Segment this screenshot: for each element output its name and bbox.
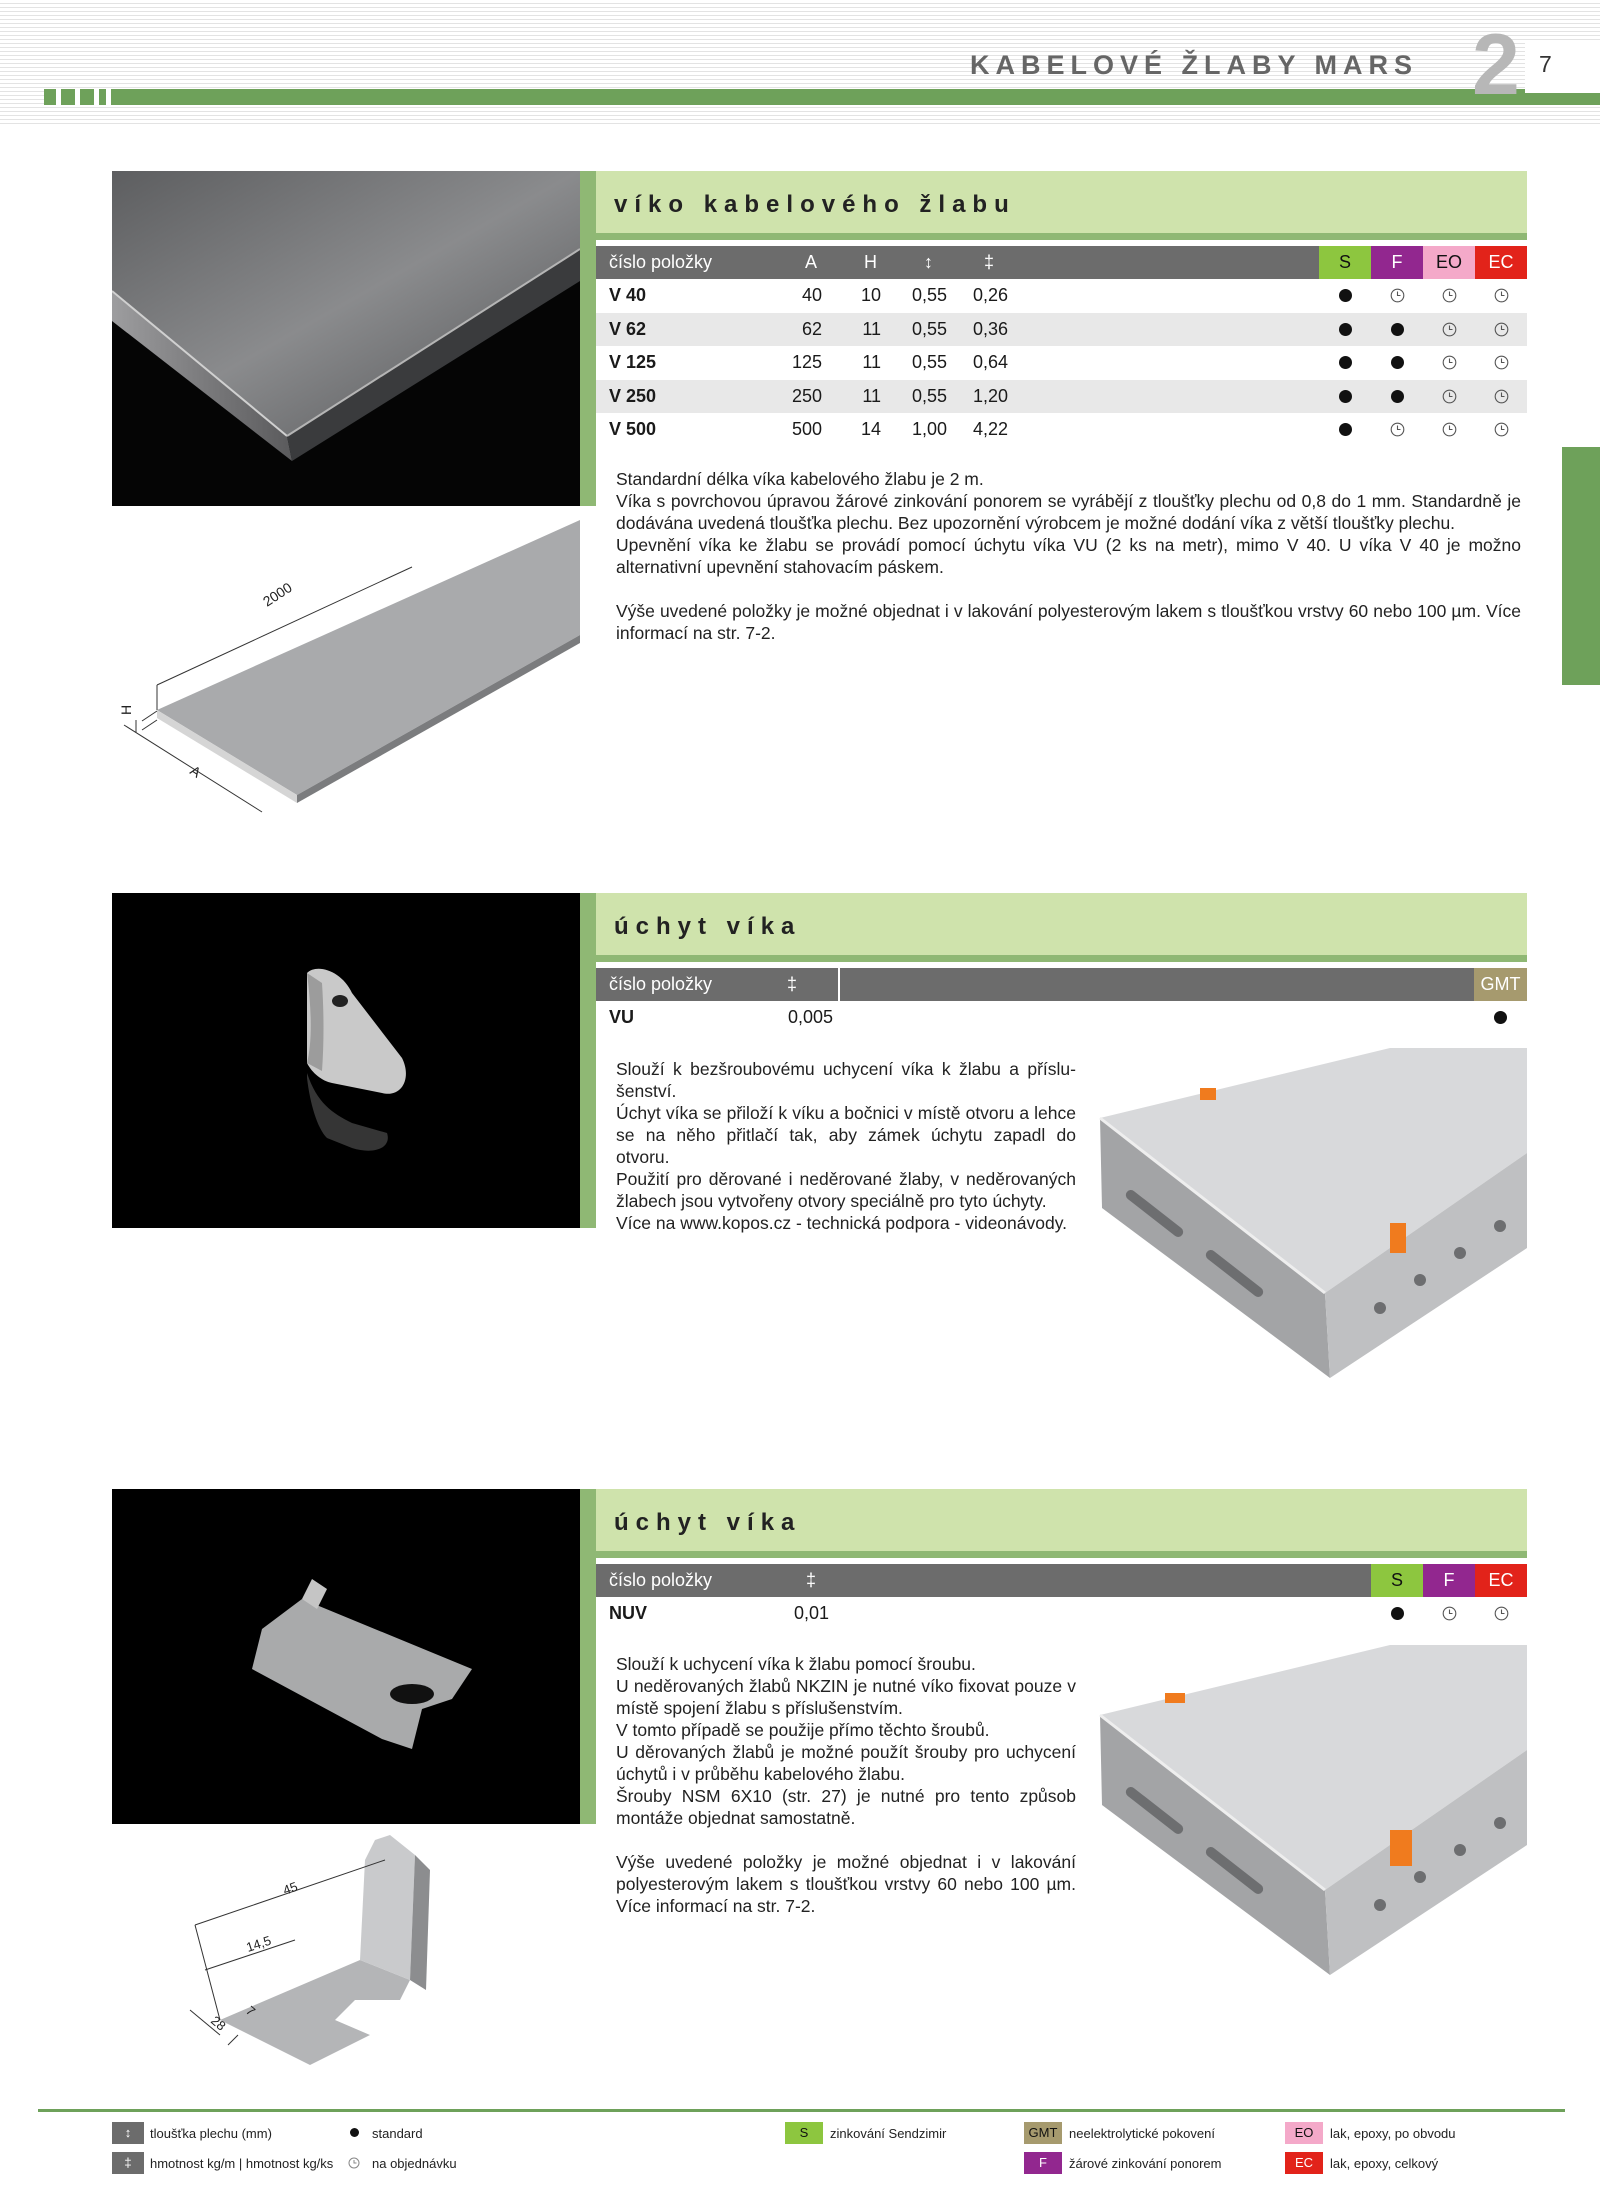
section-title: úchyt víka [614, 1509, 802, 1536]
section-title-band [596, 893, 1527, 962]
finish-badge-f: F [1371, 246, 1423, 279]
finish-badge-eo: EO [1285, 2122, 1323, 2144]
cell-thickness: 1,00 [912, 419, 948, 439]
desc-para: V tomto případě se použije přímo těchto šroubů. [616, 1720, 990, 1740]
finish-badge-eo: EO [1423, 246, 1475, 279]
legend-label: standard [372, 2126, 423, 2141]
table-row [596, 346, 1527, 379]
desc-para: Úchyt víka se přiloží k víku a bočnici v místě otvoru a lehce se na něho přitlačí tak, aby zámek úchytu zapadl do otvoru. [616, 1103, 1076, 1167]
standard-dot-icon [1339, 390, 1352, 403]
legend-label: tloušťka plechu (mm) [150, 2126, 272, 2141]
finish-badge-ec: EC [1475, 1564, 1527, 1597]
cell-weight: 0,01 [794, 1603, 830, 1623]
page-title: KABELOVÉ ŽLABY MARS [969, 50, 1418, 80]
section-divider-bar [580, 893, 596, 1228]
header-bar-gap [106, 89, 111, 105]
on-order-clock-icon [1390, 421, 1405, 436]
table-header [596, 246, 1527, 279]
on-order-clock-icon [1442, 321, 1457, 336]
chapter-side-tab [1562, 447, 1600, 685]
dim-length-label: 2000 [259, 579, 295, 610]
cell-h: 11 [862, 318, 881, 339]
on-order-clock-icon [1494, 421, 1509, 436]
cell-a: 62 [801, 318, 822, 339]
legend-label: na objednávku [372, 2156, 457, 2171]
legend-divider [38, 2109, 1565, 2112]
desc-para: Výše uvedené položky je možné objednat i v lakování polyesterovým lakem s tloušťkou vrstvy 60 nebo 100 µm. Více informací na str. 7-2. [616, 1852, 1076, 1916]
item-code: V 250 [609, 385, 657, 406]
desc-para [616, 578, 1521, 600]
col-weight: ‡ [984, 252, 995, 272]
finish-badge-ec: EC [1475, 246, 1527, 279]
standard-dot-icon [1339, 289, 1352, 302]
clock-icon [348, 2157, 360, 2169]
cell-a: 250 [791, 385, 822, 406]
desc-para: Slouží k uchycení víka k žlabu pomocí šroubu. [616, 1654, 976, 1674]
finish-badge-s: S [1371, 1564, 1423, 1597]
standard-dot-icon [1494, 1011, 1507, 1024]
standard-dot-icon [1391, 323, 1404, 336]
finish-badge-f: F [1423, 1564, 1475, 1597]
on-order-clock-icon [1494, 388, 1509, 403]
table-header [596, 1564, 1527, 1597]
clip-marker [1165, 1693, 1185, 1703]
desc-para: Víka s povrchovou úpravou žárové zinkování ponorem se vyrábějí z tloušťky plechu od 0,8 do 1 mm. Standardně je dodávána uvedená tloušťka plechu. Bez upozornění výrobcem je možné dodání víka z větší tloušťky plechu. [616, 491, 1521, 533]
table-row [596, 313, 1527, 346]
cell-weight: 4,22 [973, 419, 1009, 439]
desc-para: Šrouby NSM 6X10 (str. 27) je nutné pro tento způsob montáže objednat samostatně. [616, 1786, 1076, 1828]
dim-45-label: 45 [280, 1878, 300, 1898]
legend-label: zinkování Sendzimir [830, 2126, 947, 2141]
clip-marker [1390, 1830, 1412, 1866]
tray-with-clips-illustration [1090, 1048, 1527, 1388]
table-row [596, 1001, 1527, 1034]
finish-badge-s: S [1319, 246, 1371, 279]
finish-badge-s: S [785, 2122, 823, 2144]
weight-icon: ‡ [112, 2152, 144, 2174]
on-order-clock-icon [1442, 421, 1457, 436]
on-order-clock-icon [1494, 354, 1509, 369]
section-title-band [596, 171, 1527, 240]
desc-para [616, 1829, 1076, 1851]
finish-badge-gmt: GMT [1474, 968, 1527, 1001]
standard-dot-icon [1391, 1607, 1404, 1620]
table-row [596, 1597, 1527, 1630]
header-bar [44, 89, 1600, 105]
cell-weight: 1,20 [973, 385, 1009, 406]
dim-14-5-label: 14,5 [244, 1932, 274, 1955]
clip-nuv-description [616, 1653, 1076, 1917]
desc-para: Upevnění víka ke žlabu se provádí pomocí úchytu víka VU (2 ks na metr), mimo V 40. U víka V 40 je možno alternativní upevnění stahovacím páskem. [616, 535, 1521, 577]
header-bar-gap [56, 89, 61, 105]
item-code: V 125 [609, 352, 657, 372]
cell-weight: 0,36 [973, 318, 1009, 339]
table-row [596, 413, 1527, 446]
standard-dot-icon [1339, 423, 1352, 436]
page-number: 7 [1539, 51, 1552, 77]
standard-dot-icon [1391, 356, 1404, 369]
item-code: V 62 [609, 318, 647, 339]
table-row [596, 380, 1527, 413]
lid-drawing [112, 515, 582, 825]
legend-label: hmotnost kg/m | hmotnost kg/ks [150, 2156, 334, 2171]
legend-label: žárové zinkování ponorem [1069, 2156, 1222, 2171]
header-bar-gap [94, 89, 99, 105]
on-order-clock-icon [1442, 354, 1457, 369]
on-order-clock-icon [1442, 388, 1457, 403]
col-h: H [864, 252, 877, 272]
chapter-number: 2 [1472, 17, 1520, 113]
desc-para: Více na www.kopos.cz - technická podpora - videonávody. [616, 1213, 1068, 1233]
cell-h: 14 [860, 419, 881, 439]
col-weight: ‡ [806, 1570, 817, 1590]
cell-thickness: 0,55 [912, 352, 948, 372]
desc-para: U děrovaných žlabů je možné použít šrouby pro uchycení úchytů i v průběhu kabelového žlabu. [616, 1742, 1076, 1784]
standard-dot-icon [1339, 356, 1352, 369]
dim-7-label: 7 [243, 2002, 259, 2019]
cell-h: 10 [860, 285, 881, 305]
desc-para: Slouží k bezšroubovému uchycení víka k žlabu a příslu-šenství. [616, 1059, 1076, 1101]
legend-label: lak, epoxy, celkový [1330, 2156, 1439, 2171]
header-separator [838, 968, 840, 1001]
cell-a: 500 [791, 419, 822, 439]
standard-dot-icon [1339, 323, 1352, 336]
desc-para: Použití pro děrované i neděrované žlaby, v neděrovaných žlabech jsou vytvořeny otvory speciálně pro tyto úchyty. [616, 1169, 1076, 1211]
on-order-clock-icon [1442, 1605, 1457, 1620]
section-divider-bar [580, 171, 596, 506]
clip-nuv-photo [112, 1489, 580, 1824]
desc-para: Výše uvedené položky je možné objednat i v lakování polyesterovým lakem s tloušťkou vrstvy 60 nebo 100 µm. Více informací na str. 7-2. [616, 601, 1521, 643]
page-number-box [1525, 43, 1600, 93]
thickness-icon: ↕ [112, 2122, 144, 2144]
cell-h: 11 [862, 352, 881, 372]
dim-width-label: A [187, 762, 204, 781]
clip-nuv-drawing [160, 1830, 500, 2070]
finish-badge-gmt: GMT [1024, 2122, 1062, 2144]
cell-a: 125 [791, 352, 822, 372]
cell-a: 40 [801, 285, 822, 305]
standard-dot-icon [350, 2128, 359, 2137]
desc-para: U neděrovaných žlabů NKZIN je nutné víko fixovat pouze v místě spojení žlabu s příslušenstvím. [616, 1676, 1076, 1718]
on-order-clock-icon [1390, 287, 1405, 302]
col-item-number: číslo položky [609, 974, 713, 994]
lid-description [616, 468, 1521, 644]
section-title: víko kabelového žlabu [614, 191, 1016, 218]
on-order-clock-icon [1494, 287, 1509, 302]
finish-badge-ec: EC [1285, 2152, 1323, 2174]
cell-weight: 0,64 [973, 352, 1009, 372]
cell-thickness: 0,55 [912, 318, 948, 339]
item-code: V 40 [609, 285, 647, 305]
on-order-clock-icon [1494, 321, 1509, 336]
on-order-clock-icon [1442, 287, 1457, 302]
col-item-number: číslo položky [609, 1570, 713, 1590]
col-a: A [805, 252, 818, 272]
clip-marker [1390, 1223, 1406, 1253]
clip-vu-description [616, 1058, 1076, 1234]
col-thickness: ↕ [924, 252, 933, 272]
col-weight: ‡ [787, 974, 798, 994]
section-title-band [596, 1489, 1527, 1558]
col-item-number: číslo položky [609, 252, 713, 272]
dim-height-label: H [118, 704, 134, 715]
on-order-clock-icon [1494, 1605, 1509, 1620]
legend-label: neelektrolytické pokovení [1069, 2126, 1215, 2141]
desc-para: Standardní délka víka kabelového žlabu je 2 m. [616, 469, 984, 489]
cell-h: 11 [862, 385, 881, 406]
cell-weight: 0,26 [973, 285, 1009, 305]
clip-vu-photo [112, 893, 580, 1228]
item-code: V 500 [609, 419, 657, 439]
table-row [596, 279, 1527, 312]
legend-label: lak, epoxy, po obvodu [1330, 2126, 1456, 2141]
clip-marker [1200, 1088, 1216, 1100]
finish-badge-f: F [1024, 2152, 1062, 2174]
item-code: VU [609, 1007, 635, 1027]
cell-thickness: 0,55 [912, 285, 948, 305]
table-header [596, 968, 1527, 1001]
cell-thickness: 0,55 [912, 385, 948, 406]
cell-weight: 0,005 [788, 1007, 834, 1027]
dim-28-label: 28 [208, 2012, 229, 2034]
header-bar-gap [75, 89, 80, 105]
section-divider-bar [580, 1489, 596, 1824]
item-code: NUV [609, 1603, 648, 1623]
standard-dot-icon [1391, 390, 1404, 403]
tray-with-screw-clips-illustration [1090, 1645, 1527, 1985]
section-title: úchyt víka [614, 913, 802, 940]
lid-photo [112, 171, 580, 506]
